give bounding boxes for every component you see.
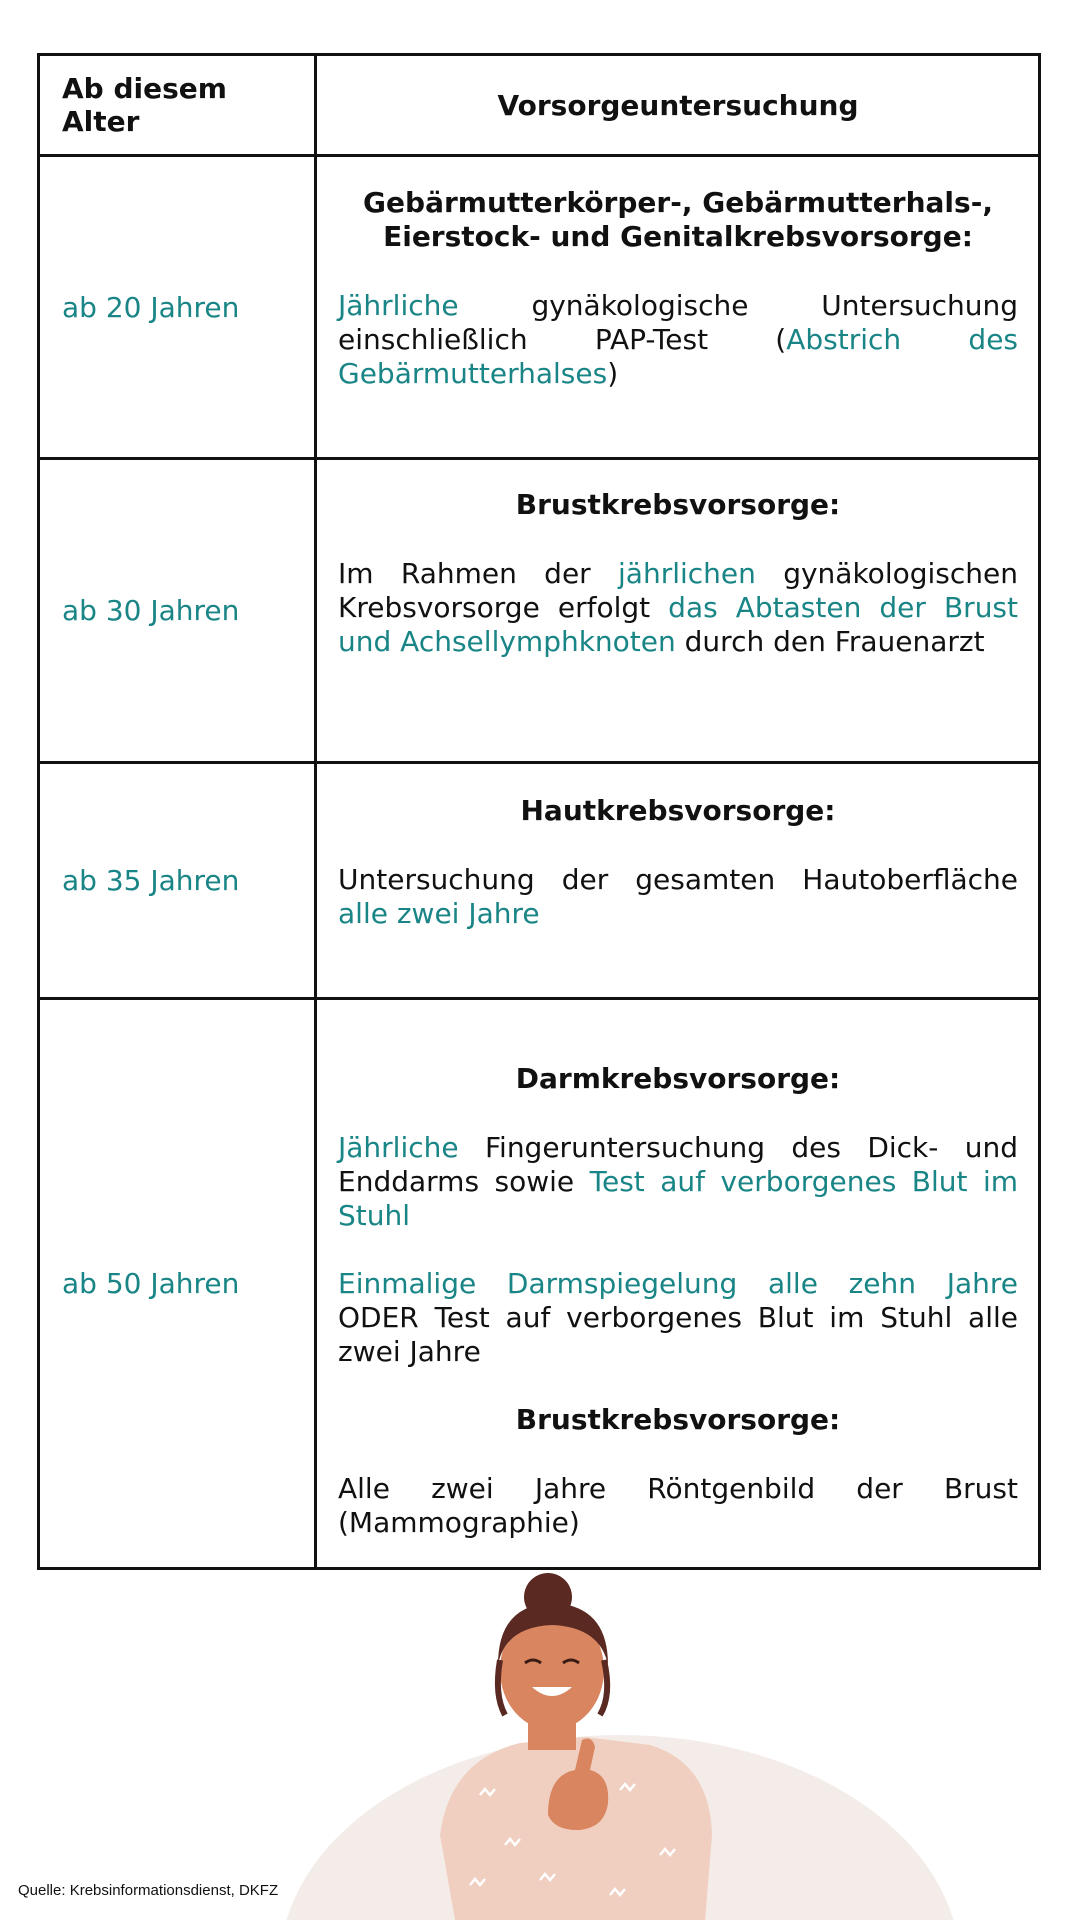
section-title: Gebärmutterkörper-, Gebärmutterhals-, Eierstock- und Genitalkrebsvorsorge:: [363, 186, 993, 253]
section-title: Brustkrebsvorsorge:: [515, 1403, 841, 1436]
header-age: Ab diesem Alter: [40, 56, 317, 154]
table-row: [40, 457, 1038, 761]
screening-table: [37, 53, 1041, 1570]
highlight-text: Jährliche: [338, 289, 459, 322]
table-header-row: [40, 56, 1038, 154]
highlight-text: Jährliche: [338, 1131, 459, 1164]
section-text: [338, 1131, 1018, 1233]
body-text-span: gynäkologische Untersuchung einschließlich PAP-Test (: [338, 289, 1018, 356]
section-text: [338, 863, 1018, 931]
screening-cell: [317, 1000, 1038, 1567]
source-note: Quelle: Krebsinformationsdienst, DKFZ: [18, 1882, 279, 1899]
table-row: [40, 154, 1038, 457]
woman-thumbs-up-illustration: [0, 1565, 1080, 1920]
section-text: [338, 1472, 1018, 1540]
screening-cell: [317, 157, 1038, 457]
body-text-span: ): [607, 357, 619, 390]
body-text-span: Untersuchung der gesamten Hautoberfläche: [338, 863, 1018, 896]
highlight-text: das Abtasten der Brust und Achsellymphknoten: [338, 591, 1019, 658]
body-text-span: durch den Frauenarzt: [675, 625, 985, 658]
highlight-text: Test auf verborgenes Blut im Stuhl: [338, 1165, 1019, 1232]
highlight-text: Abstrich des Gebärmutterhalses: [338, 323, 1019, 390]
section-text: [338, 557, 1018, 659]
section-text: [338, 1267, 1018, 1369]
age-label: ab 35 Jahren: [62, 864, 240, 897]
highlight-text: alle zwei Jahre: [338, 897, 540, 930]
table-row: [40, 761, 1038, 997]
age-label: ab 30 Jahren: [62, 594, 240, 627]
section-text: [338, 289, 1018, 391]
screening-cell: [317, 460, 1038, 761]
highlight-text: Einmalige Darmspiegelung alle zehn Jahre: [338, 1267, 1018, 1300]
body-text-span: Alle zwei Jahre Röntgenbild der Brust (Mammographie): [338, 1472, 1018, 1539]
highlight-text: jährlichen: [618, 557, 756, 590]
body-text-span: gynäkologischen Krebsvorsorge erfolgt: [338, 557, 1018, 624]
body-text-span: Fingeruntersuchung des Dick- und Enddarms sowie: [338, 1131, 1018, 1198]
body-text-span: ODER Test auf verborgenes Blut im Stuhl alle zwei Jahre: [338, 1301, 1018, 1368]
section-title: Darmkrebsvorsorge:: [515, 1062, 841, 1095]
table-row: [40, 997, 1038, 1567]
screening-cell: [317, 764, 1038, 997]
body-text-span: Im Rahmen der: [338, 557, 619, 590]
section-title: Hautkrebsvorsorge:: [520, 794, 836, 827]
header-screening: Vorsorgeuntersuchung: [497, 88, 859, 122]
section-title: Brustkrebsvorsorge:: [515, 488, 841, 521]
age-label: ab 20 Jahren: [62, 290, 240, 324]
age-label: ab 50 Jahren: [62, 1267, 240, 1300]
